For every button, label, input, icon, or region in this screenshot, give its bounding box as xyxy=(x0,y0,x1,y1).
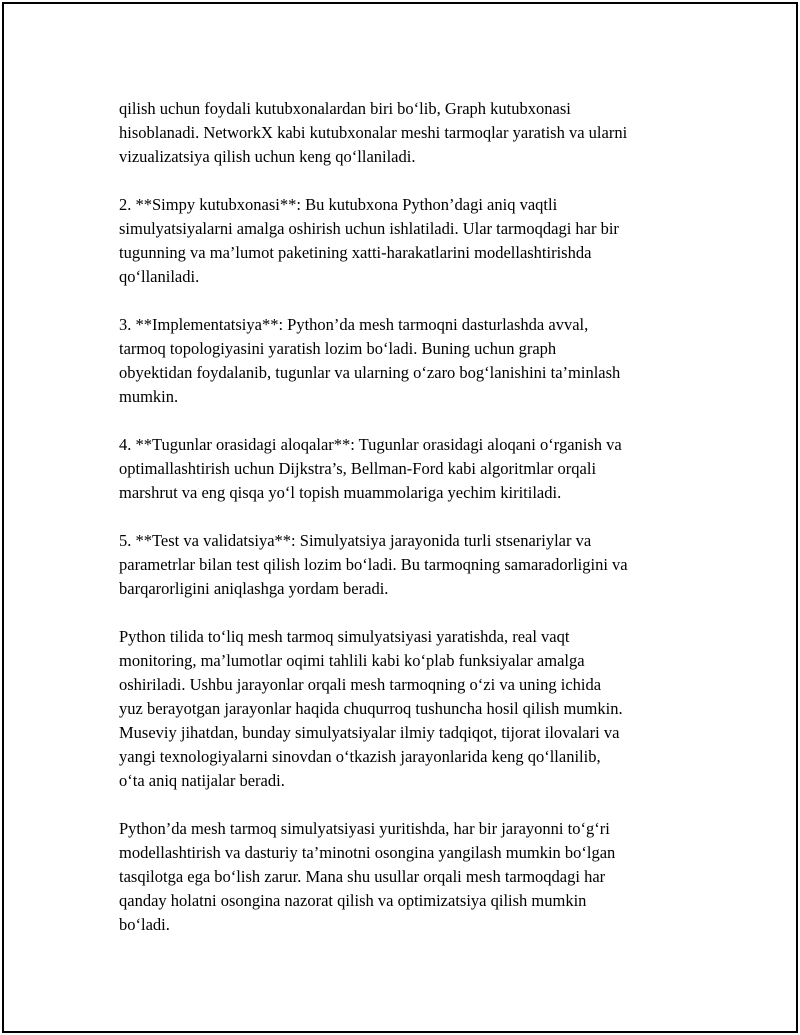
text-line: marshrut va eng qisqa yo‘l topish muammolariga yechim kiritiladi. xyxy=(119,483,562,502)
text-line: 5. **Test va validatsiya**: Simulyatsiya jarayonida turli stsenariylar va xyxy=(119,531,592,550)
text-line: Museviy jihatdan, bunday simulyatsiyalar ilmiy tadqiqot, tijorat ilovalari va xyxy=(119,723,620,742)
paragraph-test xyxy=(119,529,699,601)
text-line: modellashtirish va dasturiy ta’minotni osongina yangilash mumkin bo‘lgan xyxy=(119,843,616,862)
text-line: qilish uchun foydali kutubxonalardan biri bo‘lib, Graph kutubxonasi xyxy=(119,99,571,118)
text-line: optimallashtirish uchun Dijkstra’s, Bellman-Ford kabi algoritmlar orqali xyxy=(119,459,597,478)
paragraph-implementatsiya xyxy=(119,313,699,409)
text-line: 3. **Implementatsiya**: Python’da mesh tarmoqni dasturlashda avval, xyxy=(119,315,589,334)
document-body xyxy=(119,97,699,961)
text-line: barqarorligini aniqlashga yordam beradi. xyxy=(119,579,389,598)
text-line: tugunning va ma’lumot paketining xatti-harakatlarini modellashtirishda xyxy=(119,243,592,262)
text-line: vizualizatsiya qilish uchun keng qo‘llaniladi. xyxy=(119,147,416,166)
text-line: obyektidan foydalanib, tugunlar va ularning o‘zaro bog‘lanishini ta’minlash xyxy=(119,363,621,382)
paragraph-simpy xyxy=(119,193,699,289)
document-page xyxy=(2,2,798,1033)
text-line: Python’da mesh tarmoq simulyatsiyasi yuritishda, har bir jarayonni to‘g‘ri xyxy=(119,819,610,838)
paragraph-python-tilida xyxy=(119,625,699,793)
paragraph-tugunlar xyxy=(119,433,699,505)
text-line: parametrlar bilan test qilish lozim bo‘ladi. Bu tarmoqning samaradorligini va xyxy=(119,555,628,574)
text-line: 4. **Tugunlar orasidagi aloqalar**: Tugunlar orasidagi aloqani o‘rganish va xyxy=(119,435,622,454)
text-line: simulyatsiyalarni amalga oshirish uchun ishlatiladi. Ular tarmoqdagi har bir xyxy=(119,219,619,238)
text-line: o‘ta aniq natijalar beradi. xyxy=(119,771,285,790)
text-line: hisoblanadi. NetworkX kabi kutubxonalar meshi tarmoqlar yaratish va ularni xyxy=(119,123,628,142)
paragraph-1 xyxy=(119,97,699,169)
text-line: oshiriladi. Ushbu jarayonlar orqali mesh tarmoqning o‘zi va uning ichida xyxy=(119,675,602,694)
text-line: qo‘llaniladi. xyxy=(119,267,200,286)
text-line: bo‘ladi. xyxy=(119,915,170,934)
text-line: monitoring, ma’lumotlar oqimi tahlili kabi ko‘plab funksiyalar amalga xyxy=(119,651,585,670)
text-line: mumkin. xyxy=(119,387,179,406)
text-line: Python tilida to‘liq mesh tarmoq simulyatsiyasi yaratishda, real vaqt xyxy=(119,627,570,646)
paragraph-conclusion xyxy=(119,817,699,937)
text-line: yangi texnologiyalarni sinovdan o‘tkazish jarayonlarida keng qo‘llanilib, xyxy=(119,747,601,766)
text-line: yuz berayotgan jarayonlar haqida chuqurroq tushuncha hosil qilish mumkin. xyxy=(119,699,623,718)
text-line: qanday holatni osongina nazorat qilish va optimizatsiya qilish mumkin xyxy=(119,891,587,910)
text-line: tarmoq topologiyasini yaratish lozim bo‘ladi. Buning uchun graph xyxy=(119,339,557,358)
text-line: tasqilotga ega bo‘lish zarur. Mana shu usullar orqali mesh tarmoqdagi har xyxy=(119,867,606,886)
text-line: 2. **Simpy kutubxonasi**: Bu kutubxona Python’dagi aniq vaqtli xyxy=(119,195,558,214)
